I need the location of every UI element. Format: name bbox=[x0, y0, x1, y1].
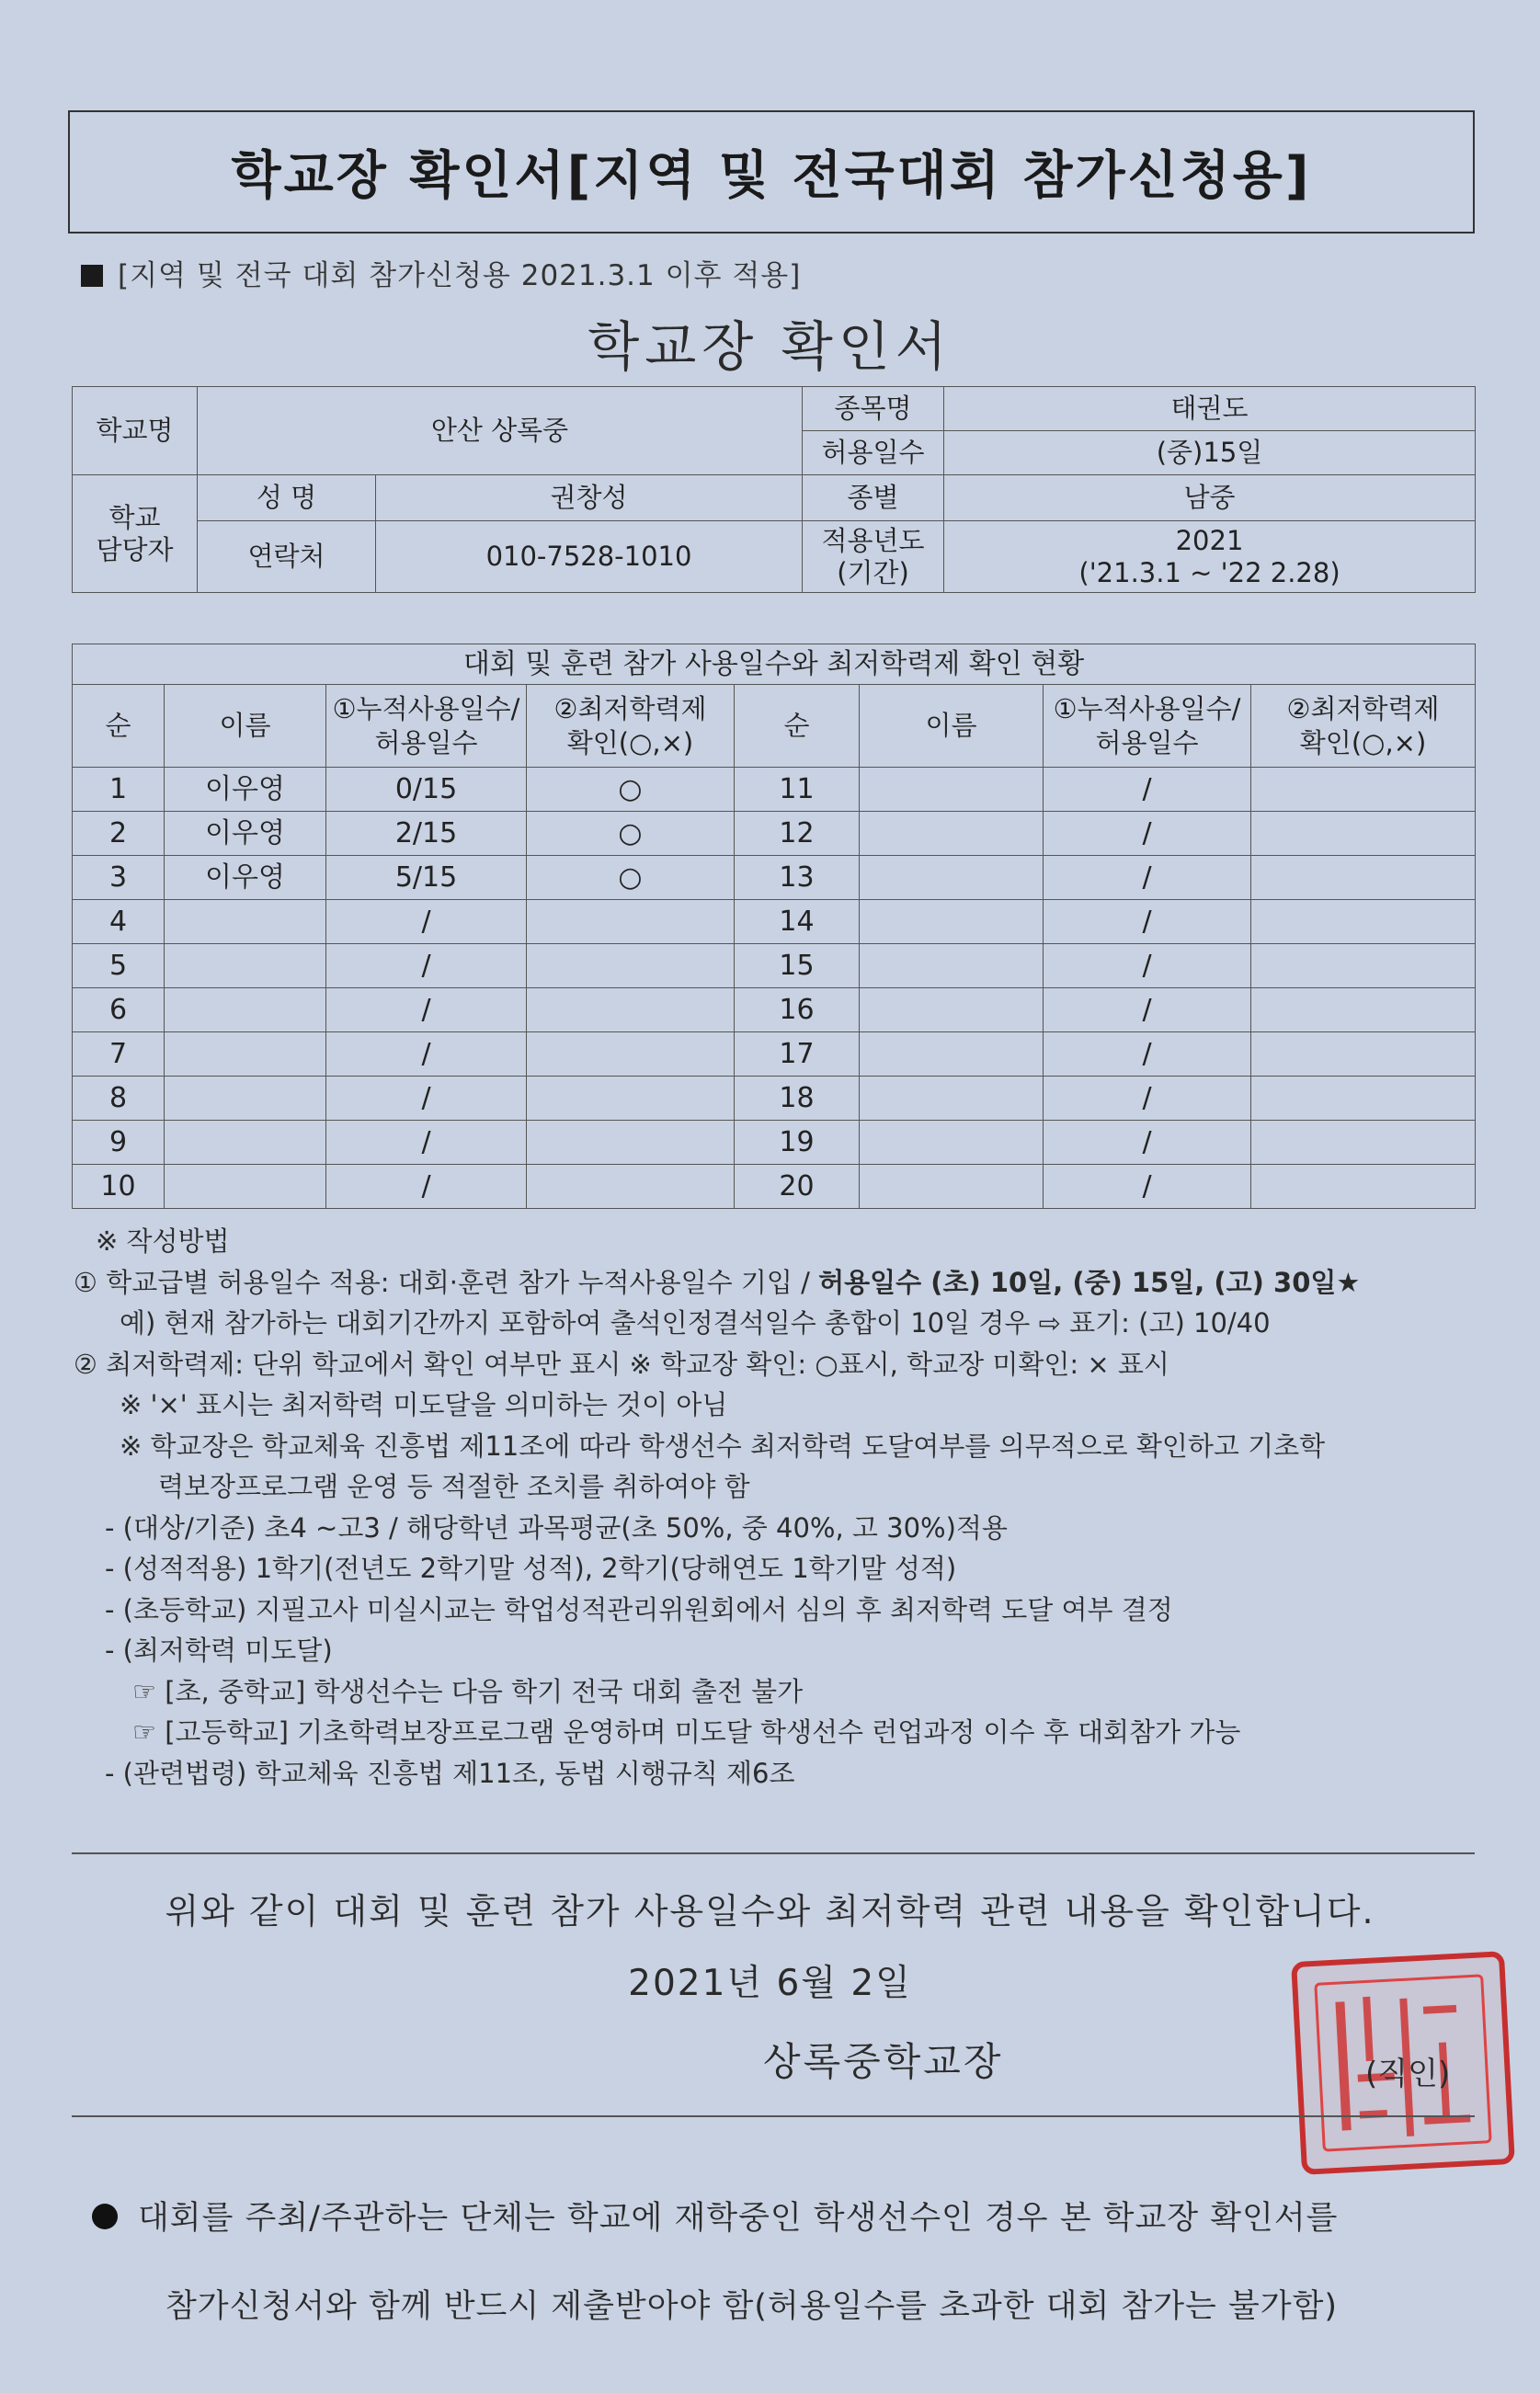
row-no: 1 bbox=[73, 768, 165, 812]
row-check-2 bbox=[1251, 900, 1476, 944]
document-title: 학교장 확인서[지역 및 전국대회 참가신청용] bbox=[68, 110, 1475, 234]
writing-instructions bbox=[74, 1221, 1489, 1794]
table-row bbox=[73, 988, 1476, 1032]
row-name bbox=[165, 1121, 326, 1165]
row-name-2 bbox=[860, 988, 1044, 1032]
square-bullet-icon bbox=[81, 265, 103, 287]
instruction-line-3: ② 최저학력제: 단위 학교에서 확인 여부만 표시 ※ 학교장 확인: ○표시, 학교장 미확인: × 표시 bbox=[74, 1348, 1169, 1380]
contact-value: 010-7528-1010 bbox=[376, 521, 803, 593]
manager-name-value: 권창성 bbox=[376, 475, 803, 521]
instruction-line-2: 예) 현재 참가하는 대회기간까지 포함하여 출석인정결석일수 총합이 10일 경우 ⇨ 표기: (고) 10/40 bbox=[120, 1307, 1271, 1339]
col-header-check-line1: ②최저학력제 bbox=[553, 693, 707, 725]
confirmation-statement: 위와 같이 대회 및 훈련 참가 사용일수와 최저학력 관련 내용을 확인합니다. bbox=[165, 1891, 1375, 1931]
applied-year-value bbox=[944, 521, 1476, 593]
row-days-2: / bbox=[1044, 1121, 1251, 1165]
table-row bbox=[73, 1077, 1476, 1121]
table-row bbox=[73, 812, 1476, 856]
gender-value: 남중 bbox=[944, 475, 1476, 521]
table-row bbox=[73, 1032, 1476, 1077]
col-header-no-2: 순 bbox=[735, 685, 860, 768]
table-row bbox=[73, 900, 1476, 944]
allowed-days-label: 허용일수 bbox=[803, 431, 944, 475]
row-name-2 bbox=[860, 1032, 1044, 1077]
row-no-2: 15 bbox=[735, 944, 860, 988]
school-manager-label bbox=[73, 475, 198, 593]
row-days-2: / bbox=[1044, 812, 1251, 856]
col-header-check-2 bbox=[1251, 685, 1476, 768]
row-name: 이우영 bbox=[165, 856, 326, 900]
row-no-2: 12 bbox=[735, 812, 860, 856]
row-name bbox=[165, 900, 326, 944]
applied-year-label-line1: 적용년도 bbox=[821, 524, 925, 556]
col-header-days-2 bbox=[1044, 685, 1251, 768]
row-name-2 bbox=[860, 812, 1044, 856]
applicability-note bbox=[81, 252, 801, 293]
school-info-table bbox=[72, 386, 1476, 593]
row-no-2: 20 bbox=[735, 1165, 860, 1209]
row-no: 3 bbox=[73, 856, 165, 900]
col-header-name-2: 이름 bbox=[860, 685, 1044, 768]
table-row bbox=[73, 1121, 1476, 1165]
table-row bbox=[73, 768, 1476, 812]
row-no: 8 bbox=[73, 1077, 165, 1121]
row-check-2 bbox=[1251, 1077, 1476, 1121]
notice-line-1-text: 대회를 주최/주관하는 단체는 학교에 재학중인 학생선수인 경우 본 학교장 확인서를 bbox=[138, 2200, 1339, 2237]
document-heading: 학교장 확인서 bbox=[587, 315, 953, 378]
col-header-check-line2: 확인(○,×) bbox=[566, 726, 694, 758]
row-no: 6 bbox=[73, 988, 165, 1032]
instruction-line-10: - (최저학력 미도달) bbox=[105, 1635, 333, 1666]
issue-date: 2021년 6월 2일 bbox=[628, 1963, 912, 2004]
col-header-check-2-line1: ②최저학력제 bbox=[1286, 693, 1440, 725]
col-header-days-2-line1: ①누적사용일수/ bbox=[1053, 693, 1241, 725]
row-check-2 bbox=[1251, 812, 1476, 856]
row-check bbox=[527, 944, 735, 988]
row-days: / bbox=[326, 900, 527, 944]
row-no: 7 bbox=[73, 1032, 165, 1077]
table-row bbox=[73, 856, 1476, 900]
row-no-2: 16 bbox=[735, 988, 860, 1032]
col-header-name: 이름 bbox=[165, 685, 326, 768]
row-days: 0/15 bbox=[326, 768, 527, 812]
row-days: / bbox=[326, 1165, 527, 1209]
row-name bbox=[165, 988, 326, 1032]
row-no-2: 11 bbox=[735, 768, 860, 812]
instruction-line-12: ☞ [고등학교] 기초학력보장프로그램 운영하며 미도달 학생선수 런업과정 이수 후 대회참가 가능 bbox=[132, 1716, 1241, 1748]
row-days-2: / bbox=[1044, 1032, 1251, 1077]
instruction-line-8: - (성적적용) 1학기(전년도 2학기말 성적), 2학기(당해연도 1학기말 성적) bbox=[105, 1553, 957, 1584]
row-days-2: / bbox=[1044, 988, 1251, 1032]
row-no: 9 bbox=[73, 1121, 165, 1165]
col-header-days-2-line2: 허용일수 bbox=[1095, 726, 1199, 758]
col-header-no: 순 bbox=[73, 685, 165, 768]
col-header-days-line2: 허용일수 bbox=[374, 726, 478, 758]
instruction-line-7: - (대상/기준) 초4 ~고3 / 해당학년 과목평균(초 50%, 중 40%, 고 30%)적용 bbox=[105, 1511, 1008, 1544]
row-check bbox=[527, 1077, 735, 1121]
row-check-2 bbox=[1251, 856, 1476, 900]
row-name-2 bbox=[860, 1165, 1044, 1209]
instruction-line-1-part-a: ① 학교급별 허용일수 적용: 대회·훈련 참가 누적사용일수 기입 / bbox=[74, 1266, 819, 1298]
row-name-2 bbox=[860, 900, 1044, 944]
row-name-2 bbox=[860, 1077, 1044, 1121]
row-check bbox=[527, 1165, 735, 1209]
row-name: 이우영 bbox=[165, 768, 326, 812]
row-no: 10 bbox=[73, 1165, 165, 1209]
contact-label: 연락처 bbox=[198, 521, 376, 593]
notice-line-2: 참가신청서와 함께 반드시 제출받아야 함(허용일수를 초과한 대회 참가는 불가함) bbox=[165, 2288, 1339, 2325]
row-name: 이우영 bbox=[165, 812, 326, 856]
school-name-value: 안산 상록중 bbox=[198, 387, 803, 475]
row-days: / bbox=[326, 944, 527, 988]
row-days: 2/15 bbox=[326, 812, 527, 856]
row-no: 2 bbox=[73, 812, 165, 856]
applied-year-value-line1: 2021 bbox=[1175, 524, 1244, 556]
row-check bbox=[527, 1032, 735, 1077]
row-check: ○ bbox=[527, 768, 735, 812]
applicability-note-text: [지역 및 전국 대회 참가신청용 2021.3.1 이후 적용] bbox=[118, 259, 802, 292]
divider-top bbox=[72, 1852, 1475, 1854]
row-check: ○ bbox=[527, 856, 735, 900]
school-manager-label-line2: 담당자 bbox=[96, 533, 174, 565]
participation-status-table bbox=[72, 644, 1476, 1209]
bullet-icon bbox=[92, 2204, 118, 2229]
divider-bottom bbox=[72, 2115, 1475, 2117]
row-no-2: 17 bbox=[735, 1032, 860, 1077]
row-name-2 bbox=[860, 856, 1044, 900]
applied-year-value-line2: ('21.3.1 ~ '22 2.28) bbox=[1078, 556, 1340, 588]
row-days: / bbox=[326, 1032, 527, 1077]
row-no: 5 bbox=[73, 944, 165, 988]
row-check bbox=[527, 1121, 735, 1165]
instruction-line-1-part-b: 허용일수 (초) 10일, (중) 15일, (고) 30일★ bbox=[818, 1266, 1361, 1298]
submission-notice bbox=[92, 2174, 1338, 2351]
col-header-days bbox=[326, 685, 527, 768]
manager-name-label: 성 명 bbox=[198, 475, 376, 521]
allowed-days-value: (중)15일 bbox=[944, 431, 1476, 475]
row-name bbox=[165, 944, 326, 988]
row-name bbox=[165, 1032, 326, 1077]
gender-label: 종별 bbox=[803, 475, 944, 521]
row-no-2: 13 bbox=[735, 856, 860, 900]
row-no-2: 19 bbox=[735, 1121, 860, 1165]
row-check-2 bbox=[1251, 768, 1476, 812]
row-days-2: / bbox=[1044, 856, 1251, 900]
seal-stroke bbox=[1360, 2110, 1387, 2119]
notice-line-1 bbox=[92, 2174, 1338, 2262]
school-name-label: 학교명 bbox=[73, 387, 198, 475]
seal-label: (직인) bbox=[1365, 2056, 1451, 2092]
row-check-2 bbox=[1251, 1032, 1476, 1077]
instruction-line-5: ※ 학교장은 학교체육 진흥법 제11조에 따라 학생선수 최저학력 도달여부를 의무적으로 확인하고 기초학 bbox=[120, 1430, 1326, 1462]
instruction-line-13: - (관련법령) 학교체육 진흥법 제11조, 동법 시행규칙 제6조 bbox=[105, 1757, 795, 1789]
row-days-2: / bbox=[1044, 944, 1251, 988]
applied-year-label-line2: (기간) bbox=[837, 556, 909, 588]
row-days: / bbox=[326, 1077, 527, 1121]
school-manager-label-line1: 학교 bbox=[108, 501, 161, 533]
instruction-line-1 bbox=[74, 1262, 1489, 1304]
status-section-title: 대회 및 훈련 참가 사용일수와 최저학력제 확인 현황 bbox=[73, 644, 1476, 685]
row-days-2: / bbox=[1044, 900, 1251, 944]
row-no: 4 bbox=[73, 900, 165, 944]
col-header-check bbox=[527, 685, 735, 768]
event-label: 종목명 bbox=[803, 387, 944, 431]
row-check-2 bbox=[1251, 1121, 1476, 1165]
instruction-line-9: - (초등학교) 지필고사 미실시교는 학업성적관리위원회에서 심의 후 최저학력 도달 여부 결정 bbox=[105, 1593, 1173, 1625]
applied-year-label bbox=[803, 521, 944, 593]
row-days-2: / bbox=[1044, 1165, 1251, 1209]
row-days-2: / bbox=[1044, 768, 1251, 812]
table-row bbox=[73, 944, 1476, 988]
row-days: / bbox=[326, 988, 527, 1032]
row-no-2: 14 bbox=[735, 900, 860, 944]
row-no-2: 18 bbox=[735, 1077, 860, 1121]
row-days: 5/15 bbox=[326, 856, 527, 900]
row-name bbox=[165, 1165, 326, 1209]
row-check-2 bbox=[1251, 1165, 1476, 1209]
principal-title: 상록중학교장 bbox=[763, 2039, 1004, 2084]
table-row bbox=[73, 1165, 1476, 1209]
col-header-check-2-line2: 확인(○,×) bbox=[1299, 726, 1427, 758]
event-value: 태권도 bbox=[944, 387, 1476, 431]
row-name-2 bbox=[860, 944, 1044, 988]
row-days-2: / bbox=[1044, 1077, 1251, 1121]
row-check-2 bbox=[1251, 944, 1476, 988]
instruction-line-4: ※ '×' 표시는 최저학력 미도달을 의미하는 것이 아님 bbox=[120, 1389, 728, 1420]
instruction-line-11: ☞ [초, 중학교] 학생선수는 다음 학기 전국 대회 출전 불가 bbox=[132, 1675, 804, 1707]
row-days: / bbox=[326, 1121, 527, 1165]
row-check bbox=[527, 900, 735, 944]
row-check: ○ bbox=[527, 812, 735, 856]
row-name-2 bbox=[860, 768, 1044, 812]
instruction-line-6: 력보장프로그램 운영 등 적절한 조치를 취하여야 함 bbox=[158, 1471, 750, 1502]
row-name-2 bbox=[860, 1121, 1044, 1165]
row-check-2 bbox=[1251, 988, 1476, 1032]
instructions-heading: ※ 작성방법 bbox=[96, 1225, 230, 1257]
row-check bbox=[527, 988, 735, 1032]
row-name bbox=[165, 1077, 326, 1121]
col-header-days-line1: ①누적사용일수/ bbox=[332, 693, 520, 725]
